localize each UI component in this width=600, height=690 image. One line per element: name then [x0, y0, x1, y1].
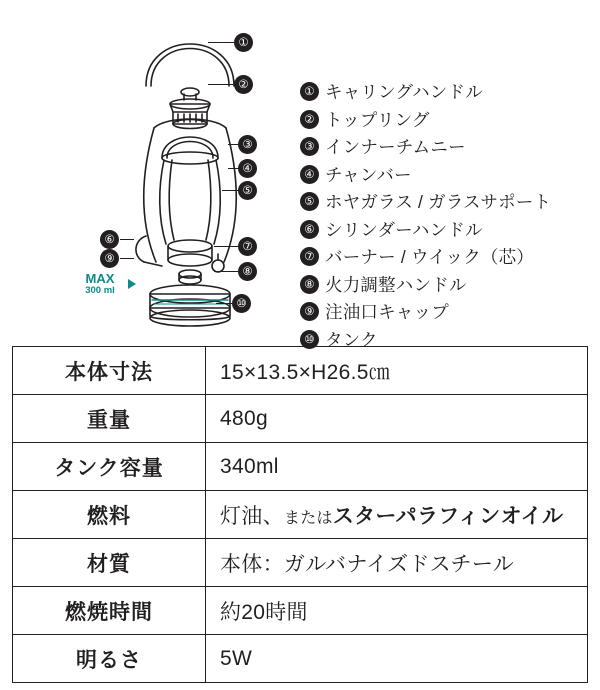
legend-item-5 [300, 188, 590, 216]
legend-number-icon-5: ⑤ [300, 192, 319, 211]
legend-number-icon-7: ⑦ [300, 247, 319, 266]
callout-6: ⑥ [100, 230, 119, 249]
spec-table [12, 346, 588, 683]
legend-label-6: シリンダーハンドル [325, 219, 483, 240]
legend-item-8 [300, 271, 590, 299]
leader-line-7 [214, 246, 240, 247]
spec-value-tank-capacity: 340ml [206, 443, 588, 491]
legend-item-4 [300, 161, 590, 189]
legend-item-6 [300, 216, 590, 244]
legend-item-7 [300, 243, 590, 271]
fuel-value-pre: 灯油、 [220, 504, 284, 528]
spec-key-dimensions: 本体寸法 [13, 347, 206, 395]
spec-key-brightness: 明るさ [13, 635, 206, 683]
callout-9: ⑨ [100, 249, 119, 268]
leader-line-9 [120, 258, 134, 259]
legend-number-icon-8: ⑧ [300, 275, 319, 294]
spec-key-material: 材質 [13, 539, 206, 587]
legend-item-2 [300, 106, 590, 134]
callout-3: ③ [238, 135, 257, 154]
legend-item-9 [300, 298, 590, 326]
spec-value-fuel [206, 491, 588, 539]
legend-label-1: キャリングハンドル [325, 82, 483, 103]
leader-line-2 [208, 84, 236, 85]
spec-key-fuel: 燃料 [13, 491, 206, 539]
fuel-value-post: スターパラフィンオイル [332, 504, 564, 528]
legend-number-icon-3: ③ [300, 137, 319, 156]
legend-label-4: チャンバー [325, 164, 412, 185]
spec-value-burn-time: 約20時間 [206, 587, 588, 635]
table-row [13, 395, 588, 443]
table-row [13, 443, 588, 491]
legend-label-10: タンク [325, 329, 378, 350]
spec-value-material: 本体：ガルバナイズドスチール [206, 539, 588, 587]
callout-10: ⑩ [232, 294, 251, 313]
legend-item-3 [300, 133, 590, 161]
table-row [13, 491, 588, 539]
callout-2: ② [234, 75, 253, 94]
legend-label-8: 火力調整ハンドル [325, 274, 467, 295]
legend-number-icon-1: ① [300, 82, 319, 101]
leader-line-10 [216, 303, 232, 304]
max-label-line2: 300 ml [85, 284, 115, 296]
spec-key-burn-time: 燃焼時間 [13, 587, 206, 635]
legend-label-9: 注油口キャップ [325, 302, 449, 323]
max-arrow-icon [128, 279, 136, 289]
leader-line-8 [214, 271, 240, 272]
table-row [13, 539, 588, 587]
spec-value-brightness: 5W [206, 635, 588, 683]
table-row [13, 587, 588, 635]
legend-label-7: バーナー / ウイック（芯） [325, 247, 535, 268]
legend-label-3: インナーチムニー [325, 137, 466, 158]
callout-8: ⑧ [238, 262, 257, 281]
max-label-line1: MAX [85, 271, 115, 286]
spec-key-weight: 重量 [13, 395, 206, 443]
spec-value-weight: 480g [206, 395, 588, 443]
fuel-value-small: または [283, 509, 333, 527]
legend-label-5: ホヤガラス / ガラスサポート [325, 192, 552, 213]
callout-4: ④ [238, 159, 257, 178]
legend-label-2: トップリング [325, 109, 430, 130]
legend-number-icon-2: ② [300, 110, 319, 129]
spec-key-tank-capacity: タンク容量 [13, 443, 206, 491]
spec-value-dimensions: 15×13.5×H26.5㎝ [206, 347, 588, 395]
max-fill-label [72, 272, 128, 296]
table-row [13, 347, 588, 395]
legend-number-icon-9: ⑨ [300, 302, 319, 321]
legend-list [300, 78, 590, 353]
legend-number-icon-10: ⑩ [300, 330, 319, 349]
leader-line-1 [208, 42, 236, 43]
leader-line-6 [120, 239, 134, 240]
legend-number-icon-4: ④ [300, 165, 319, 184]
callout-5: ⑤ [238, 181, 257, 200]
legend-item-1 [300, 78, 590, 106]
table-row [13, 635, 588, 683]
callout-7: ⑦ [238, 237, 257, 256]
callout-1: ① [234, 33, 253, 52]
legend-number-icon-6: ⑥ [300, 220, 319, 239]
